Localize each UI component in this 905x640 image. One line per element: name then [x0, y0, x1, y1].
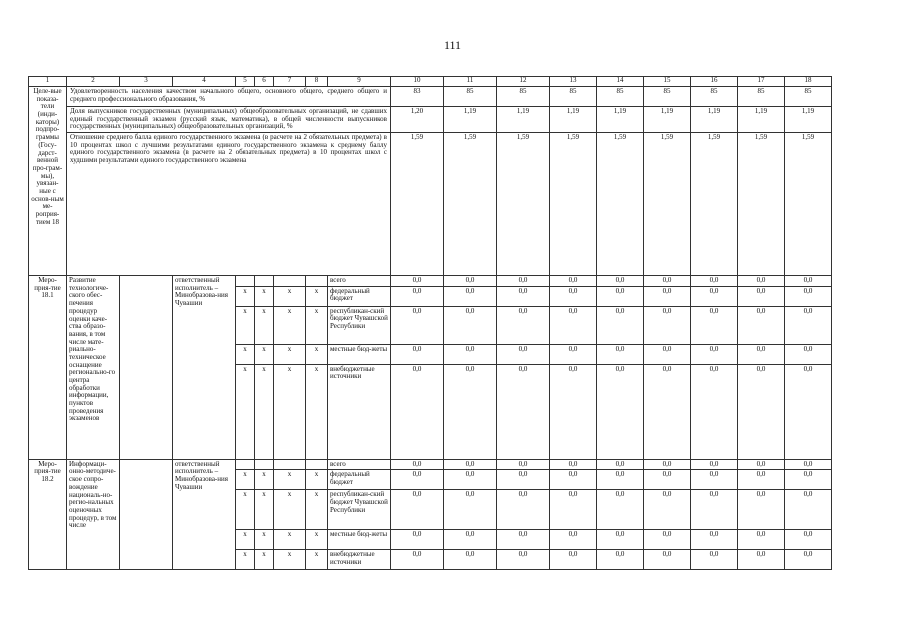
- column-number: 1: [29, 77, 67, 87]
- funding-value: 0,0: [691, 286, 738, 306]
- funding-value: 0,0: [550, 344, 597, 364]
- column-number: 4: [173, 77, 236, 87]
- funding-value: 0,0: [497, 550, 550, 570]
- page-number: 111: [443, 38, 462, 52]
- indicator-row: [29, 107, 832, 133]
- funding-value: 0,0: [644, 470, 691, 490]
- funding-value: 0,0: [391, 550, 444, 570]
- table-body: [29, 87, 832, 570]
- budget-code-cell: x: [274, 530, 306, 550]
- funding-value: 0,0: [550, 470, 597, 490]
- funding-value: 0,0: [644, 530, 691, 550]
- budget-code-cell: x: [274, 364, 306, 459]
- funding-value: 0,0: [597, 470, 644, 490]
- responsible-executor: ответственный исполнитель – Минобразова-ния Чувашии: [173, 459, 236, 570]
- indicator-value: 1,19: [785, 107, 832, 133]
- column-number: 2: [67, 77, 120, 87]
- funding-value: 0,0: [644, 286, 691, 306]
- funding-value: 0,0: [785, 459, 832, 470]
- budget-code-cell: [306, 459, 328, 470]
- budget-code-cell: x: [306, 306, 328, 344]
- indicator-value: 85: [597, 87, 644, 107]
- funding-value: 0,0: [497, 530, 550, 550]
- budget-code-cell: x: [274, 490, 306, 530]
- budget-code-cell: x: [255, 286, 274, 306]
- funding-value: 0,0: [497, 470, 550, 490]
- funding-value: 0,0: [391, 344, 444, 364]
- funding-value: 0,0: [738, 530, 785, 550]
- indicator-value: 1,59: [738, 133, 785, 276]
- funding-value: 0,0: [550, 306, 597, 344]
- funding-value: 0,0: [497, 344, 550, 364]
- budget-code-cell: x: [255, 344, 274, 364]
- funding-value: 0,0: [644, 490, 691, 530]
- indicator-value: 1,59: [444, 133, 497, 276]
- column-number: 17: [738, 77, 785, 87]
- funding-value: 0,0: [785, 306, 832, 344]
- header-row: [29, 77, 832, 87]
- funding-value: 0,0: [444, 530, 497, 550]
- funding-value: 0,0: [444, 286, 497, 306]
- column-number: 14: [597, 77, 644, 87]
- budget-code-cell: x: [236, 344, 255, 364]
- budget-code-cell: [236, 276, 255, 287]
- funding-value: 0,0: [391, 276, 444, 287]
- funding-value: 0,0: [550, 459, 597, 470]
- budget-code-cell: x: [306, 530, 328, 550]
- budget-code-cell: x: [274, 550, 306, 570]
- funding-value: 0,0: [444, 344, 497, 364]
- responsible-executor: ответственный исполнитель – Минобразова-ния Чувашии: [173, 276, 236, 460]
- funding-value: 0,0: [691, 550, 738, 570]
- funding-value: 0,0: [391, 490, 444, 530]
- funding-value: 0,0: [691, 276, 738, 287]
- funding-value: 0,0: [738, 344, 785, 364]
- indicator-value: 85: [644, 87, 691, 107]
- funding-value: 0,0: [691, 490, 738, 530]
- indicator-value: 1,19: [597, 107, 644, 133]
- funding-source: внебюджетные источники: [328, 364, 391, 459]
- budget-code-cell: x: [306, 286, 328, 306]
- funding-value: 0,0: [644, 364, 691, 459]
- target-indicators-label: Целе-вые показа-тели (инди-каторы) подпро-граммы (Госу-дарст-венной про-грам-мы), увязан-ные с основ-ным ме-роприя-тием 18: [29, 87, 67, 276]
- budget-code-cell: x: [236, 364, 255, 459]
- budget-code-cell: x: [236, 530, 255, 550]
- funding-value: 0,0: [691, 470, 738, 490]
- funding-source: местные бюд-жеты: [328, 344, 391, 364]
- activity-label: Меро-прия-тие 18.2: [29, 459, 67, 570]
- budget-code-cell: x: [306, 364, 328, 459]
- indicator-value: 85: [785, 87, 832, 107]
- column-number: 8: [306, 77, 328, 87]
- funding-value: 0,0: [785, 276, 832, 287]
- column-number: 10: [391, 77, 444, 87]
- indicator-value: 85: [497, 87, 550, 107]
- funding-value: 0,0: [391, 530, 444, 550]
- budget-code-cell: x: [236, 286, 255, 306]
- funding-value: 0,0: [497, 276, 550, 287]
- column-number: 16: [691, 77, 738, 87]
- budget-code-cell: [255, 459, 274, 470]
- budget-code-cell: x: [306, 470, 328, 490]
- indicator-text: Отношение среднего балла единого государственного экзамена (в расчете на 2 обязательных предмета) в 10 процентах школ с лучшими результатами единого государственного экзамена к среднему баллу единого государственного экзамена (в расчете на 2 обязательных предмета) в 10 процентах школ с худшими результатами единого государственного экзамена: [67, 133, 391, 276]
- budget-code-cell: x: [236, 470, 255, 490]
- funding-value: 0,0: [391, 364, 444, 459]
- funding-value: 0,0: [550, 550, 597, 570]
- activity-label: Меро-прия-тие 18.1: [29, 276, 67, 460]
- indicator-value: 1,19: [444, 107, 497, 133]
- indicator-value: 83: [391, 87, 444, 107]
- funding-source: всего: [328, 459, 391, 470]
- funding-value: 0,0: [785, 286, 832, 306]
- funding-value: 0,0: [738, 306, 785, 344]
- indicator-text: Удовлетворенность населения качеством начального общего, основного общего, среднего общего и среднего профессионального образования, %: [67, 87, 391, 107]
- funding-value: 0,0: [691, 344, 738, 364]
- budget-code-cell: x: [255, 490, 274, 530]
- column-number-row: [29, 77, 832, 87]
- funding-value: 0,0: [691, 530, 738, 550]
- funding-source: республикан-ский бюджет Чувашской Республики: [328, 490, 391, 530]
- funding-value: 0,0: [444, 490, 497, 530]
- funding-source: местные бюд-жеты: [328, 530, 391, 550]
- budget-code-cell: [274, 276, 306, 287]
- indicator-value: 85: [550, 87, 597, 107]
- column-number: 3: [120, 77, 173, 87]
- funding-value: 0,0: [444, 470, 497, 490]
- funding-value: 0,0: [738, 459, 785, 470]
- budget-code-cell: x: [274, 344, 306, 364]
- funding-value: 0,0: [497, 459, 550, 470]
- funding-value: 0,0: [444, 550, 497, 570]
- funding-value: 0,0: [785, 550, 832, 570]
- funding-row: [29, 276, 832, 287]
- funding-value: 0,0: [644, 550, 691, 570]
- funding-value: 0,0: [785, 364, 832, 459]
- indicator-value: 1,59: [785, 133, 832, 276]
- indicator-value: 1,59: [597, 133, 644, 276]
- funding-value: 0,0: [738, 550, 785, 570]
- column-number: 5: [236, 77, 255, 87]
- column-number: 9: [328, 77, 391, 87]
- funding-value: 0,0: [444, 306, 497, 344]
- funding-value: 0,0: [497, 286, 550, 306]
- empty-cell: [120, 459, 173, 570]
- funding-value: 0,0: [644, 344, 691, 364]
- column-number: 12: [497, 77, 550, 87]
- funding-value: 0,0: [785, 530, 832, 550]
- funding-value: 0,0: [550, 276, 597, 287]
- column-number: 6: [255, 77, 274, 87]
- program-table: [28, 76, 832, 570]
- funding-value: 0,0: [597, 490, 644, 530]
- budget-code-cell: x: [306, 490, 328, 530]
- funding-value: 0,0: [691, 364, 738, 459]
- funding-value: 0,0: [597, 306, 644, 344]
- funding-value: 0,0: [785, 490, 832, 530]
- indicator-value: 85: [738, 87, 785, 107]
- indicator-value: 1,19: [550, 107, 597, 133]
- funding-value: 0,0: [550, 490, 597, 530]
- funding-value: 0,0: [644, 276, 691, 287]
- indicator-value: 85: [691, 87, 738, 107]
- funding-source: республикан-ский бюджет Чувашской Республики: [328, 306, 391, 344]
- budget-code-cell: x: [236, 306, 255, 344]
- indicator-value: 1,59: [691, 133, 738, 276]
- indicator-value: 1,59: [644, 133, 691, 276]
- funding-value: 0,0: [738, 490, 785, 530]
- activity-name: Развитие технологиче-ского обес-печения процедур оценки каче-ства образо-вания, в том числе мате-риально-техническое оснащение регионально-го центра обработки информации, пунктов проведения экзаменов: [67, 276, 120, 460]
- funding-source: федеральный бюджет: [328, 286, 391, 306]
- column-number: 15: [644, 77, 691, 87]
- budget-code-cell: x: [255, 364, 274, 459]
- activity-name: Информаци-онно-методиче-ское сопро-вождение националь-но-регио-нальных оценочных процедур, в том числе: [67, 459, 120, 570]
- budget-code-cell: [306, 276, 328, 287]
- indicator-value: 1,59: [391, 133, 444, 276]
- budget-code-cell: x: [255, 306, 274, 344]
- indicator-text: Доля выпускников государственных (муниципальных) общеобразовательных организаций, не сдавших единый государственный экзамен (русский язык, математика), в общей численности выпускников государственных (муниципальных) общеобразовательных организаций, %: [67, 107, 391, 133]
- funding-source: всего: [328, 276, 391, 287]
- budget-code-cell: x: [274, 286, 306, 306]
- budget-code-cell: [236, 459, 255, 470]
- budget-code-cell: x: [274, 306, 306, 344]
- indicator-value: 1,19: [644, 107, 691, 133]
- funding-value: 0,0: [497, 490, 550, 530]
- funding-value: 0,0: [691, 306, 738, 344]
- funding-value: 0,0: [444, 276, 497, 287]
- funding-value: 0,0: [444, 459, 497, 470]
- budget-code-cell: x: [255, 470, 274, 490]
- budget-code-cell: x: [255, 550, 274, 570]
- funding-value: 0,0: [550, 364, 597, 459]
- funding-value: 0,0: [738, 470, 785, 490]
- funding-value: 0,0: [497, 306, 550, 344]
- indicator-value: 1,19: [497, 107, 550, 133]
- funding-value: 0,0: [391, 306, 444, 344]
- column-number: 13: [550, 77, 597, 87]
- indicator-value: 85: [444, 87, 497, 107]
- budget-code-cell: [274, 459, 306, 470]
- funding-value: 0,0: [691, 459, 738, 470]
- funding-value: 0,0: [644, 306, 691, 344]
- funding-value: 0,0: [597, 550, 644, 570]
- funding-value: 0,0: [738, 286, 785, 306]
- budget-code-cell: x: [236, 550, 255, 570]
- indicator-value: 1,19: [691, 107, 738, 133]
- indicator-value: 1,59: [497, 133, 550, 276]
- funding-value: 0,0: [550, 286, 597, 306]
- funding-value: 0,0: [597, 276, 644, 287]
- column-number: 7: [274, 77, 306, 87]
- funding-value: 0,0: [391, 470, 444, 490]
- budget-code-cell: x: [236, 490, 255, 530]
- indicator-value: 1,20: [391, 107, 444, 133]
- funding-source: внебюджетные источники: [328, 550, 391, 570]
- budget-code-cell: x: [255, 530, 274, 550]
- empty-cell: [120, 276, 173, 460]
- funding-row: [29, 459, 832, 470]
- indicator-value: 1,19: [738, 107, 785, 133]
- funding-source: федеральный бюджет: [328, 470, 391, 490]
- funding-value: 0,0: [785, 344, 832, 364]
- funding-value: 0,0: [391, 459, 444, 470]
- funding-value: 0,0: [785, 470, 832, 490]
- funding-value: 0,0: [597, 344, 644, 364]
- budget-code-cell: [255, 276, 274, 287]
- funding-value: 0,0: [738, 364, 785, 459]
- indicator-row: [29, 133, 832, 276]
- funding-value: 0,0: [597, 530, 644, 550]
- funding-value: 0,0: [644, 459, 691, 470]
- funding-value: 0,0: [444, 364, 497, 459]
- column-number: 18: [785, 77, 832, 87]
- funding-value: 0,0: [597, 364, 644, 459]
- budget-code-cell: x: [306, 344, 328, 364]
- budget-code-cell: x: [306, 550, 328, 570]
- funding-value: 0,0: [597, 286, 644, 306]
- funding-value: 0,0: [497, 364, 550, 459]
- funding-value: 0,0: [391, 286, 444, 306]
- budget-code-cell: x: [274, 470, 306, 490]
- funding-value: 0,0: [597, 459, 644, 470]
- funding-value: 0,0: [550, 530, 597, 550]
- indicator-value: 1,59: [550, 133, 597, 276]
- column-number: 11: [444, 77, 497, 87]
- indicator-row: [29, 87, 832, 107]
- funding-value: 0,0: [738, 276, 785, 287]
